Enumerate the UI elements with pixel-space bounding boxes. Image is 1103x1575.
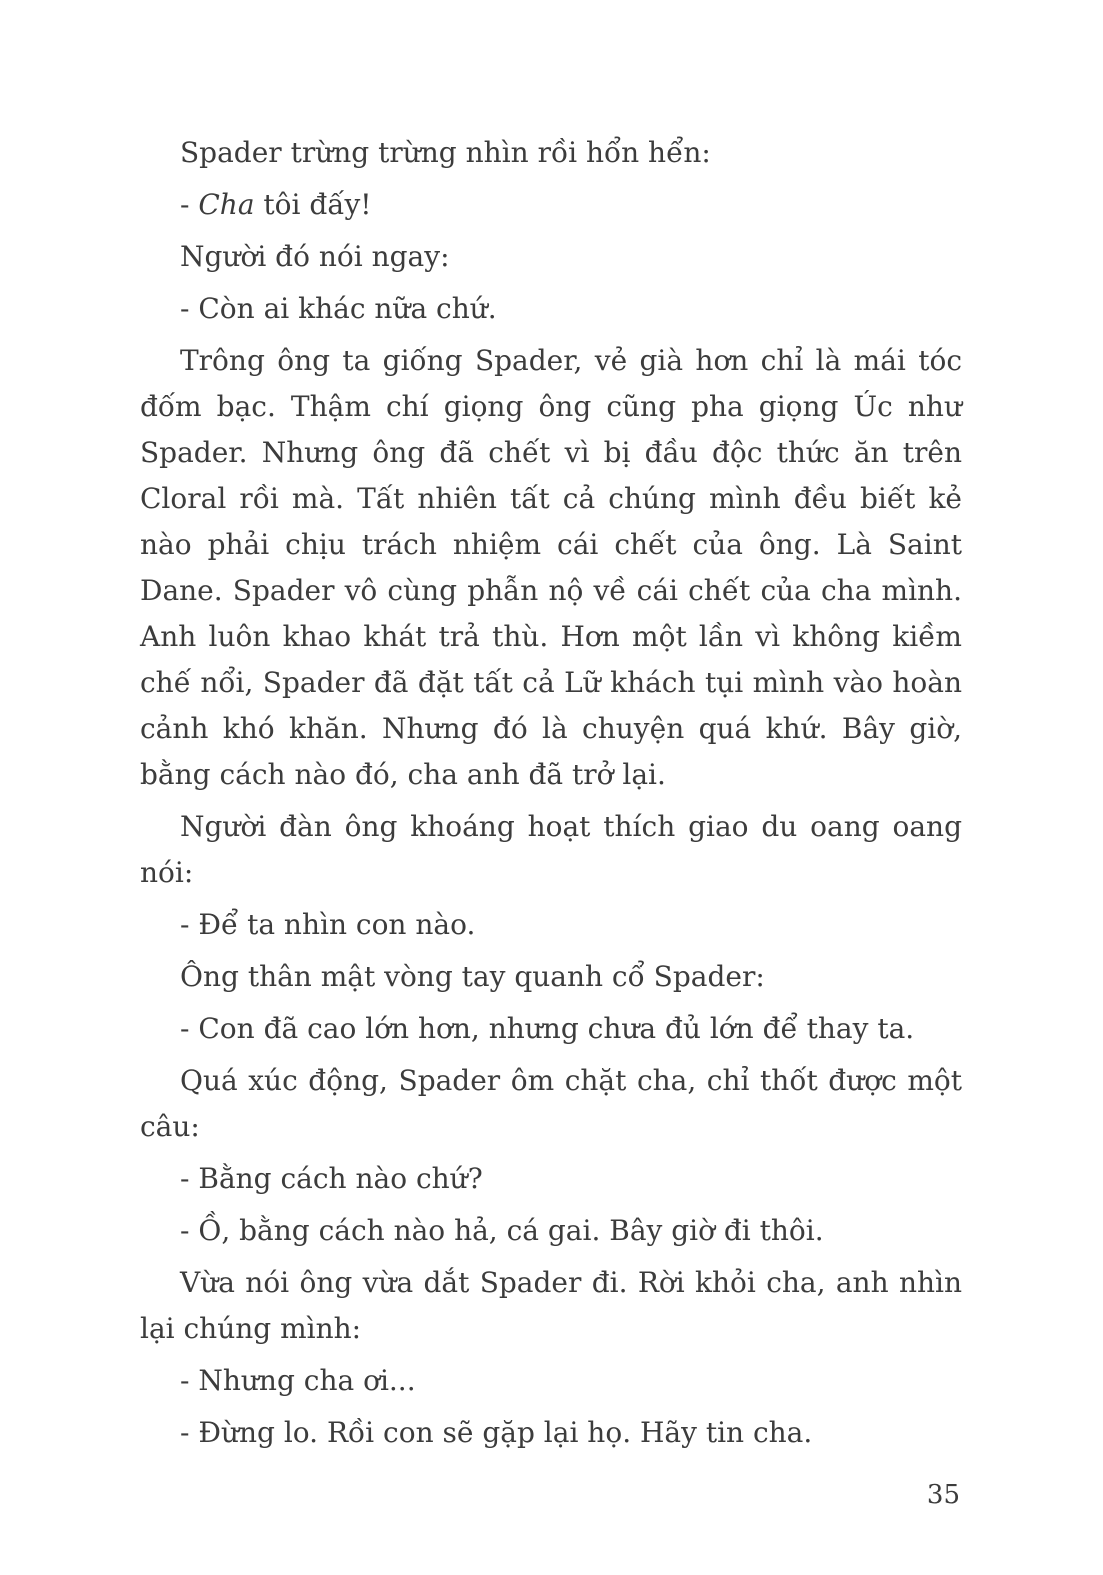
text-run: Ông thân mật vòng tay quanh cổ Spader: [180, 960, 765, 993]
paragraph [140, 338, 962, 798]
paragraph [140, 902, 962, 948]
text-run: - Bằng cách nào chứ? [180, 1162, 483, 1195]
paragraph [140, 1260, 962, 1352]
paragraph [140, 286, 962, 332]
paragraph [140, 954, 962, 1000]
text-run: Quá xúc động, Spader ôm chặt cha, chỉ thốt được một câu: [140, 1064, 962, 1143]
text-run: Người đó nói ngay: [180, 240, 450, 273]
italic-text-run: Cha [198, 188, 255, 221]
paragraph [140, 1208, 962, 1254]
text-run: - Ồ, bằng cách nào hả, cá gai. Bây giờ đi thôi. [180, 1214, 824, 1247]
text-run: - Đừng lo. Rồi con sẽ gặp lại họ. Hãy tin cha. [180, 1416, 813, 1449]
text-run: - Con đã cao lớn hơn, nhưng chưa đủ lớn để thay ta. [180, 1012, 915, 1045]
paragraph [140, 1006, 962, 1052]
page-text [140, 130, 962, 1462]
text-run: - Để ta nhìn con nào. [180, 908, 476, 941]
paragraph [140, 1058, 962, 1150]
text-run: - Còn ai khác nữa chứ. [180, 292, 497, 325]
paragraph [140, 1156, 962, 1202]
text-run: Người đàn ông khoáng hoạt thích giao du oang oang nói: [140, 810, 962, 889]
text-run: tôi đấy! [254, 188, 372, 221]
page-number: 35 [926, 1480, 960, 1510]
paragraph [140, 130, 962, 176]
text-run: Spader trừng trừng nhìn rồi hổn hển: [180, 136, 711, 169]
text-run: Vừa nói ông vừa dắt Spader đi. Rời khỏi cha, anh nhìn lại chúng mình: [140, 1266, 962, 1345]
text-run: - [180, 188, 199, 221]
paragraph [140, 1410, 962, 1456]
paragraph [140, 182, 962, 228]
paragraph [140, 804, 962, 896]
paragraph [140, 234, 962, 280]
paragraph [140, 1358, 962, 1404]
text-run: - Nhưng cha ơi... [180, 1364, 416, 1397]
text-run: Trông ông ta giống Spader, vẻ già hơn chỉ là mái tóc đốm bạc. Thậm chí giọng ông cũng pha giọng Úc như Spader. Nhưng ông đã chết vì bị đầu độc thức ăn trên Cloral rồi mà. Tất nhiên tất cả chúng mình đều biết kẻ nào phải chịu trách nhiệm cái chết của ông. Là Saint Dane. Spader vô cùng phẫn nộ về cái chết của cha mình. Anh luôn khao khát trả thù. Hơn một lần vì không kiềm chế nổi, Spader đã đặt tất cả Lữ khách tụi mình vào hoàn cảnh khó khăn. Nhưng đó là chuyện quá khứ. Bây giờ, bằng cách nào đó, cha anh đã trở lại. [140, 344, 962, 791]
